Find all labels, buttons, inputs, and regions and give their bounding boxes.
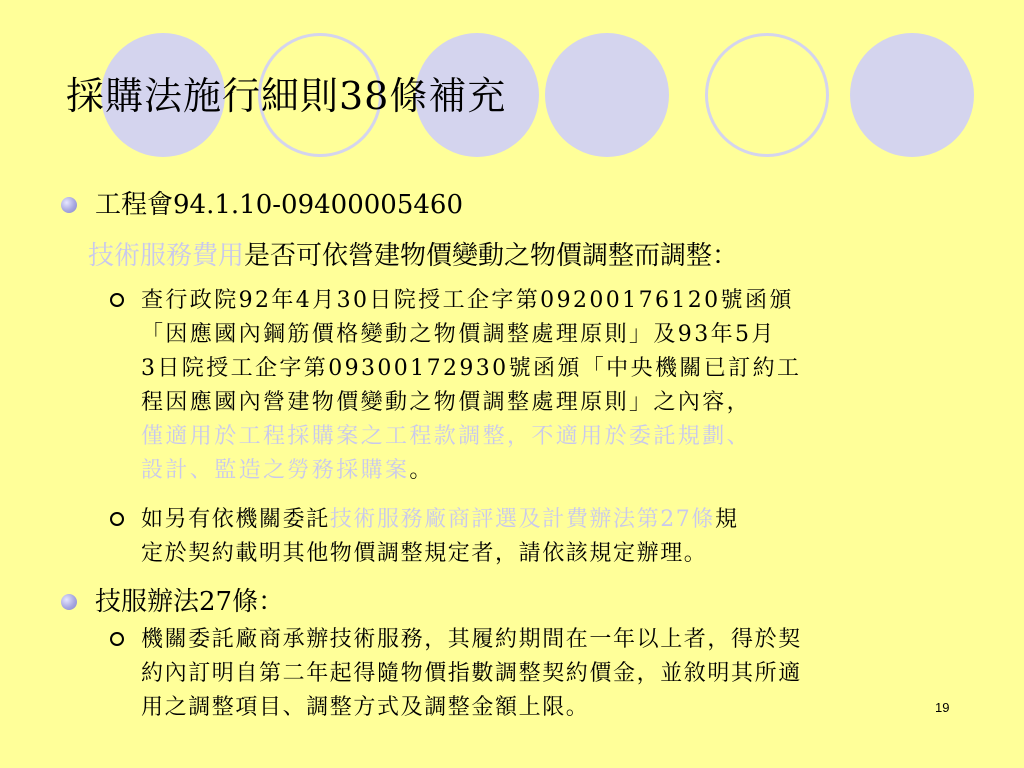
- decorative-circle-4: [850, 33, 974, 157]
- bullet-heading: 工程會94.1.10-09400005460: [95, 190, 463, 220]
- subitem-faint-text: 設計、監造之勞務採購案: [141, 458, 410, 483]
- subitem-line: 「因應國內鋼筋價格變動之物價調整處理原則」及93年5月: [141, 322, 776, 347]
- subitem-line: 程因應國內營建物價變動之物價調整處理原則」之內容，: [141, 390, 752, 415]
- bullet-dot-icon: [61, 594, 77, 610]
- ring-bullet-icon: [110, 632, 124, 646]
- decorative-ring-2: [705, 33, 829, 157]
- subheading-faint-text: 技術服務費用: [88, 241, 245, 271]
- subitem-line: 機關委託廠商承辦技術服務，其履約期間在一年以上者，得於契: [141, 627, 802, 652]
- subitem-text: 規: [715, 507, 739, 532]
- decorative-circle-3: [545, 33, 669, 157]
- subitem-line: [141, 503, 739, 537]
- subitem-line: 約內訂明自第二年起得隨物價指數調整契約價金，並敘明其所適: [141, 661, 802, 686]
- ring-bullet-icon: [110, 293, 124, 307]
- subitem-line: 查行政院92年4月30日院授工企字第09200176120號函頒: [141, 288, 794, 313]
- bullet-subheading: [88, 240, 738, 272]
- slide-title: 採購法施行細則38條補充: [66, 74, 507, 118]
- subitem-text: 如另有依機關委託: [141, 507, 330, 532]
- bullet-dot-icon: [61, 197, 77, 213]
- subitem-line: 3日院授工企字第09300172930號函頒「中央機關已訂約工: [141, 356, 802, 381]
- ring-bullet-icon: [110, 512, 124, 526]
- subitem-text: 。: [409, 458, 434, 483]
- page-number: 19: [935, 700, 950, 715]
- subitem-line-faint: 僅適用於工程採購案之工程款調整，不適用於委託規劃、: [141, 424, 752, 449]
- subitem-line: [141, 454, 434, 488]
- subheading-text: 是否可依營建物價變動之物價調整而調整：: [244, 241, 739, 271]
- bullet-heading: 技服辦法27條：: [95, 587, 285, 617]
- subitem-faint-text: 技術服務廠商評選及計費辦法第27條: [329, 507, 716, 532]
- subitem-line: 用之調整項目、調整方式及調整金額上限。: [141, 695, 590, 720]
- subitem-line: 定於契約載明其他物價調整規定者，請依該規定辦理。: [141, 541, 708, 566]
